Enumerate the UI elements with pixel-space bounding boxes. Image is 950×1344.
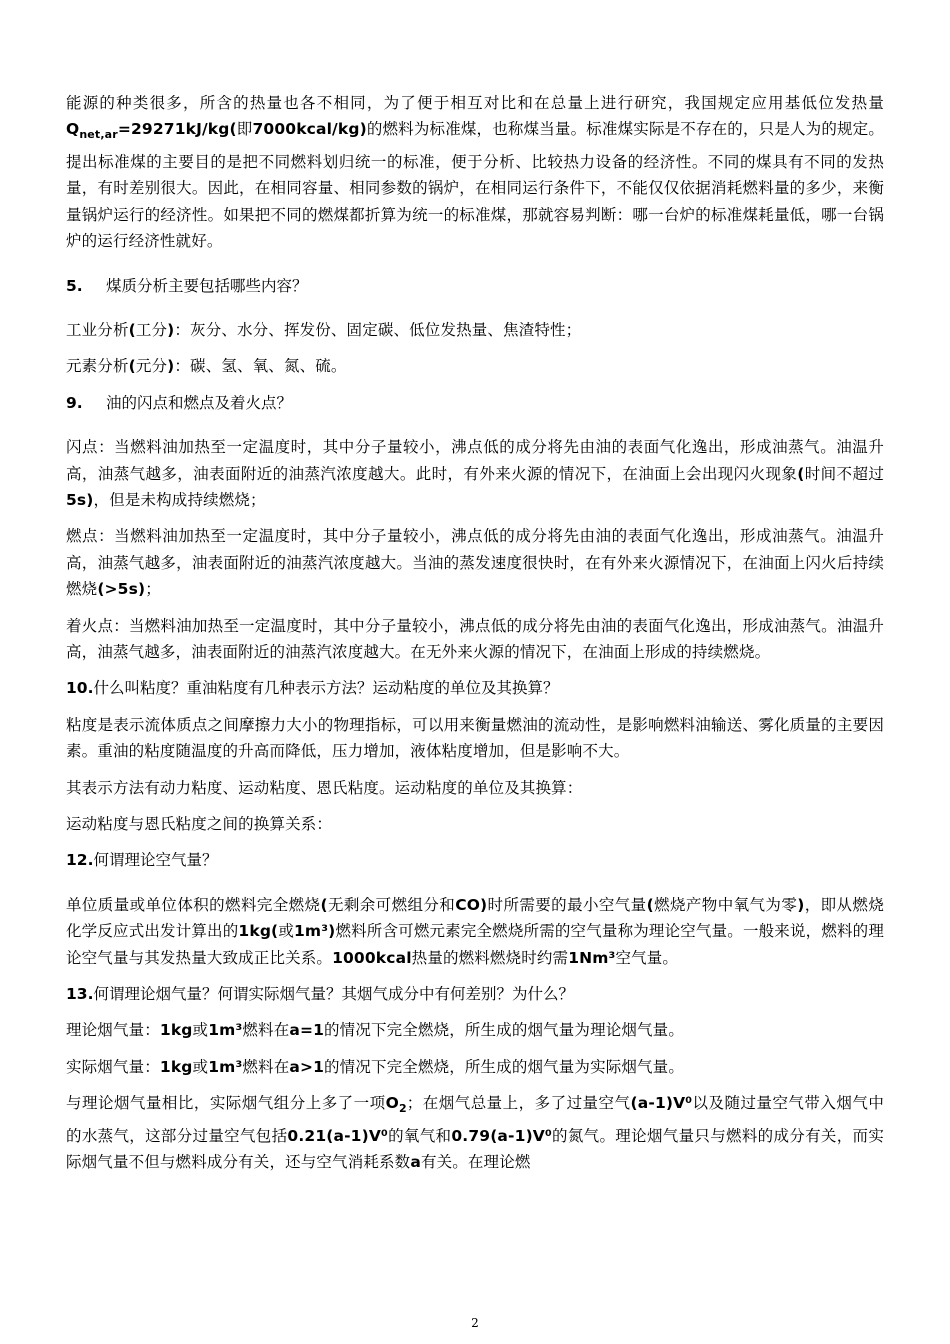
- viscosity-conversion: 运动粘度与恩氏粘度之间的换算关系：: [66, 815, 333, 834]
- fire-point-paragraph: 燃点：当燃料油加热至一定温度时，其中分子量较小，沸点低的成分将先由油的表面气化逸出，形成油蒸气。油温升高，油蒸气越多，油表面附近的油蒸汽浓度越大。当油的蒸发速度很快时，在有外来火源情况下，在油面上闪火后持续燃烧(>5s)；: [66, 527, 884, 599]
- question-9-heading: 9. 油的闪点和燃点及着火点？: [66, 393, 293, 412]
- flash-point-paragraph: 闪点：当燃料油加热至一定温度时，其中分子量较小，沸点低的成分将先由油的表面气化逸出，形成油蒸气。油温升高，油蒸气越多，油表面附近的油蒸汽浓度越大。此时，有外来火源的情况下，在油面上会出现闪火现象(时间不超过5s)，但是未构成持续燃烧；: [66, 438, 884, 509]
- flue-gas-difference: 与理论烟气量相比，实际烟气组分上多了一项$O_2$；在烟气总量上，多了过量空气(a-1)V⁰以及随过量空气带入烟气中的水蒸气，这部分过量空气包括0.21(a-1)V⁰的氧气和0.79(a-1)V⁰的氮气。理论烟气量只与燃料的成分有关，而实际烟气量不但与燃料成分有关，还与空气消耗系数a有关。在理论燃: [66, 1094, 884, 1172]
- theoretical-flue-gas: 理论烟气量：1kg或1m³燃料在a=1的情况下完全燃烧，所生成的烟气量为理论烟气量。: [66, 1021, 684, 1040]
- ignition-point-paragraph: 着火点：当燃料油加热至一定温度时，其中分子量较小，沸点低的成分将先由油的表面气化逸出，形成油蒸气。油温升高，油蒸气越多，油表面附近的油蒸汽浓度越大。在无外来火源的情况下，在油面上形成的持续燃烧。: [66, 616, 884, 661]
- document-body: [66, 90, 884, 1176]
- industrial-analysis: 工业分析(工分)：灰分、水分、挥发份、固定碳、低位发热量、焦渣特性；: [66, 320, 582, 339]
- element-analysis: 元素分析(元分)：碳、氢、氧、氮、硫。: [66, 357, 347, 376]
- intro-text: 能源的种类很多，所含的热量也各不相同，为了便于相互对比和在总量上进行研究，我国规定应用基低位发热量: [66, 94, 884, 112]
- page-number: 2: [471, 1316, 479, 1330]
- question-13-heading: 13.何谓理论烟气量？何谓实际烟气量？其烟气成分中有何差别？为什么？: [66, 985, 574, 1004]
- theoretical-air-paragraph: 单位质量或单位体积的燃料完全燃烧(无剩余可燃组分和CO)时所需要的最小空气量(燃烧产物中氧气为零)，即从燃烧化学反应式出发计算出的1kg(或1m³)燃料所含可燃元素完全燃烧所需的空气量称为理论空气量。一般来说，燃料的理论空气量与其发热量大致成正比关系。1000kcal热量的燃料燃烧时约需1Nm³空气量。: [66, 895, 884, 967]
- question-12-heading: 12.何谓理论空气量？: [66, 851, 218, 870]
- question-10-heading: 10.什么叫粘度？重油粘度有几种表示方法？运动粘度的单位及其换算？: [66, 679, 559, 698]
- viscosity-paragraph: 粘度是表示流体质点之间摩擦力大小的物理指标，可以用来衡量燃油的流动性，是影响燃料油输送、雾化质量的主要因素。重油的粘度随温度的升高而降低，压力增加，液体粘度增加，但是影响不大。: [66, 715, 884, 761]
- question-5-heading: 5. 煤质分析主要包括哪些内容？: [66, 276, 308, 295]
- viscosity-methods: 其表示方法有动力粘度、运动粘度、恩氏粘度。运动粘度的单位及其换算：: [66, 778, 583, 797]
- q-symbol: $Q_{net,ar}=29271kJ/kg$(: [66, 120, 237, 142]
- kcal-value: 7000kcal/kg): [252, 120, 367, 139]
- intro-paragraph: 能源的种类很多，所含的热量也各不相同，为了便于相互对比和在总量上进行研究，我国规定应用基低位发热量$Q_{net,ar}=29271kJ/kg$(即7000kcal/kg)的燃料为标准煤，也称煤当量。标准煤实际是不存在的，只是人为的规定。提出标准煤的主要目的是把不同燃料划归统一的标准，便于分析、比较热力设备的经济性。不同的煤具有不同的发热量，有时差别很大。因此，在相同容量、相同参数的锅炉，在相同运行条件下，不能仅仅依据消耗燃料量的多少，来衡量锅炉运行的经济性。如果把不同的燃煤都折算为统一的标准煤，那就容易判断：哪一台炉的标准煤耗量低，哪一台锅炉的运行经济性就好。: [66, 94, 885, 251]
- actual-flue-gas: 实际烟气量：1kg或1m³燃料在a>1的情况下完全燃烧，所生成的烟气量为实际烟气量。: [66, 1057, 684, 1076]
